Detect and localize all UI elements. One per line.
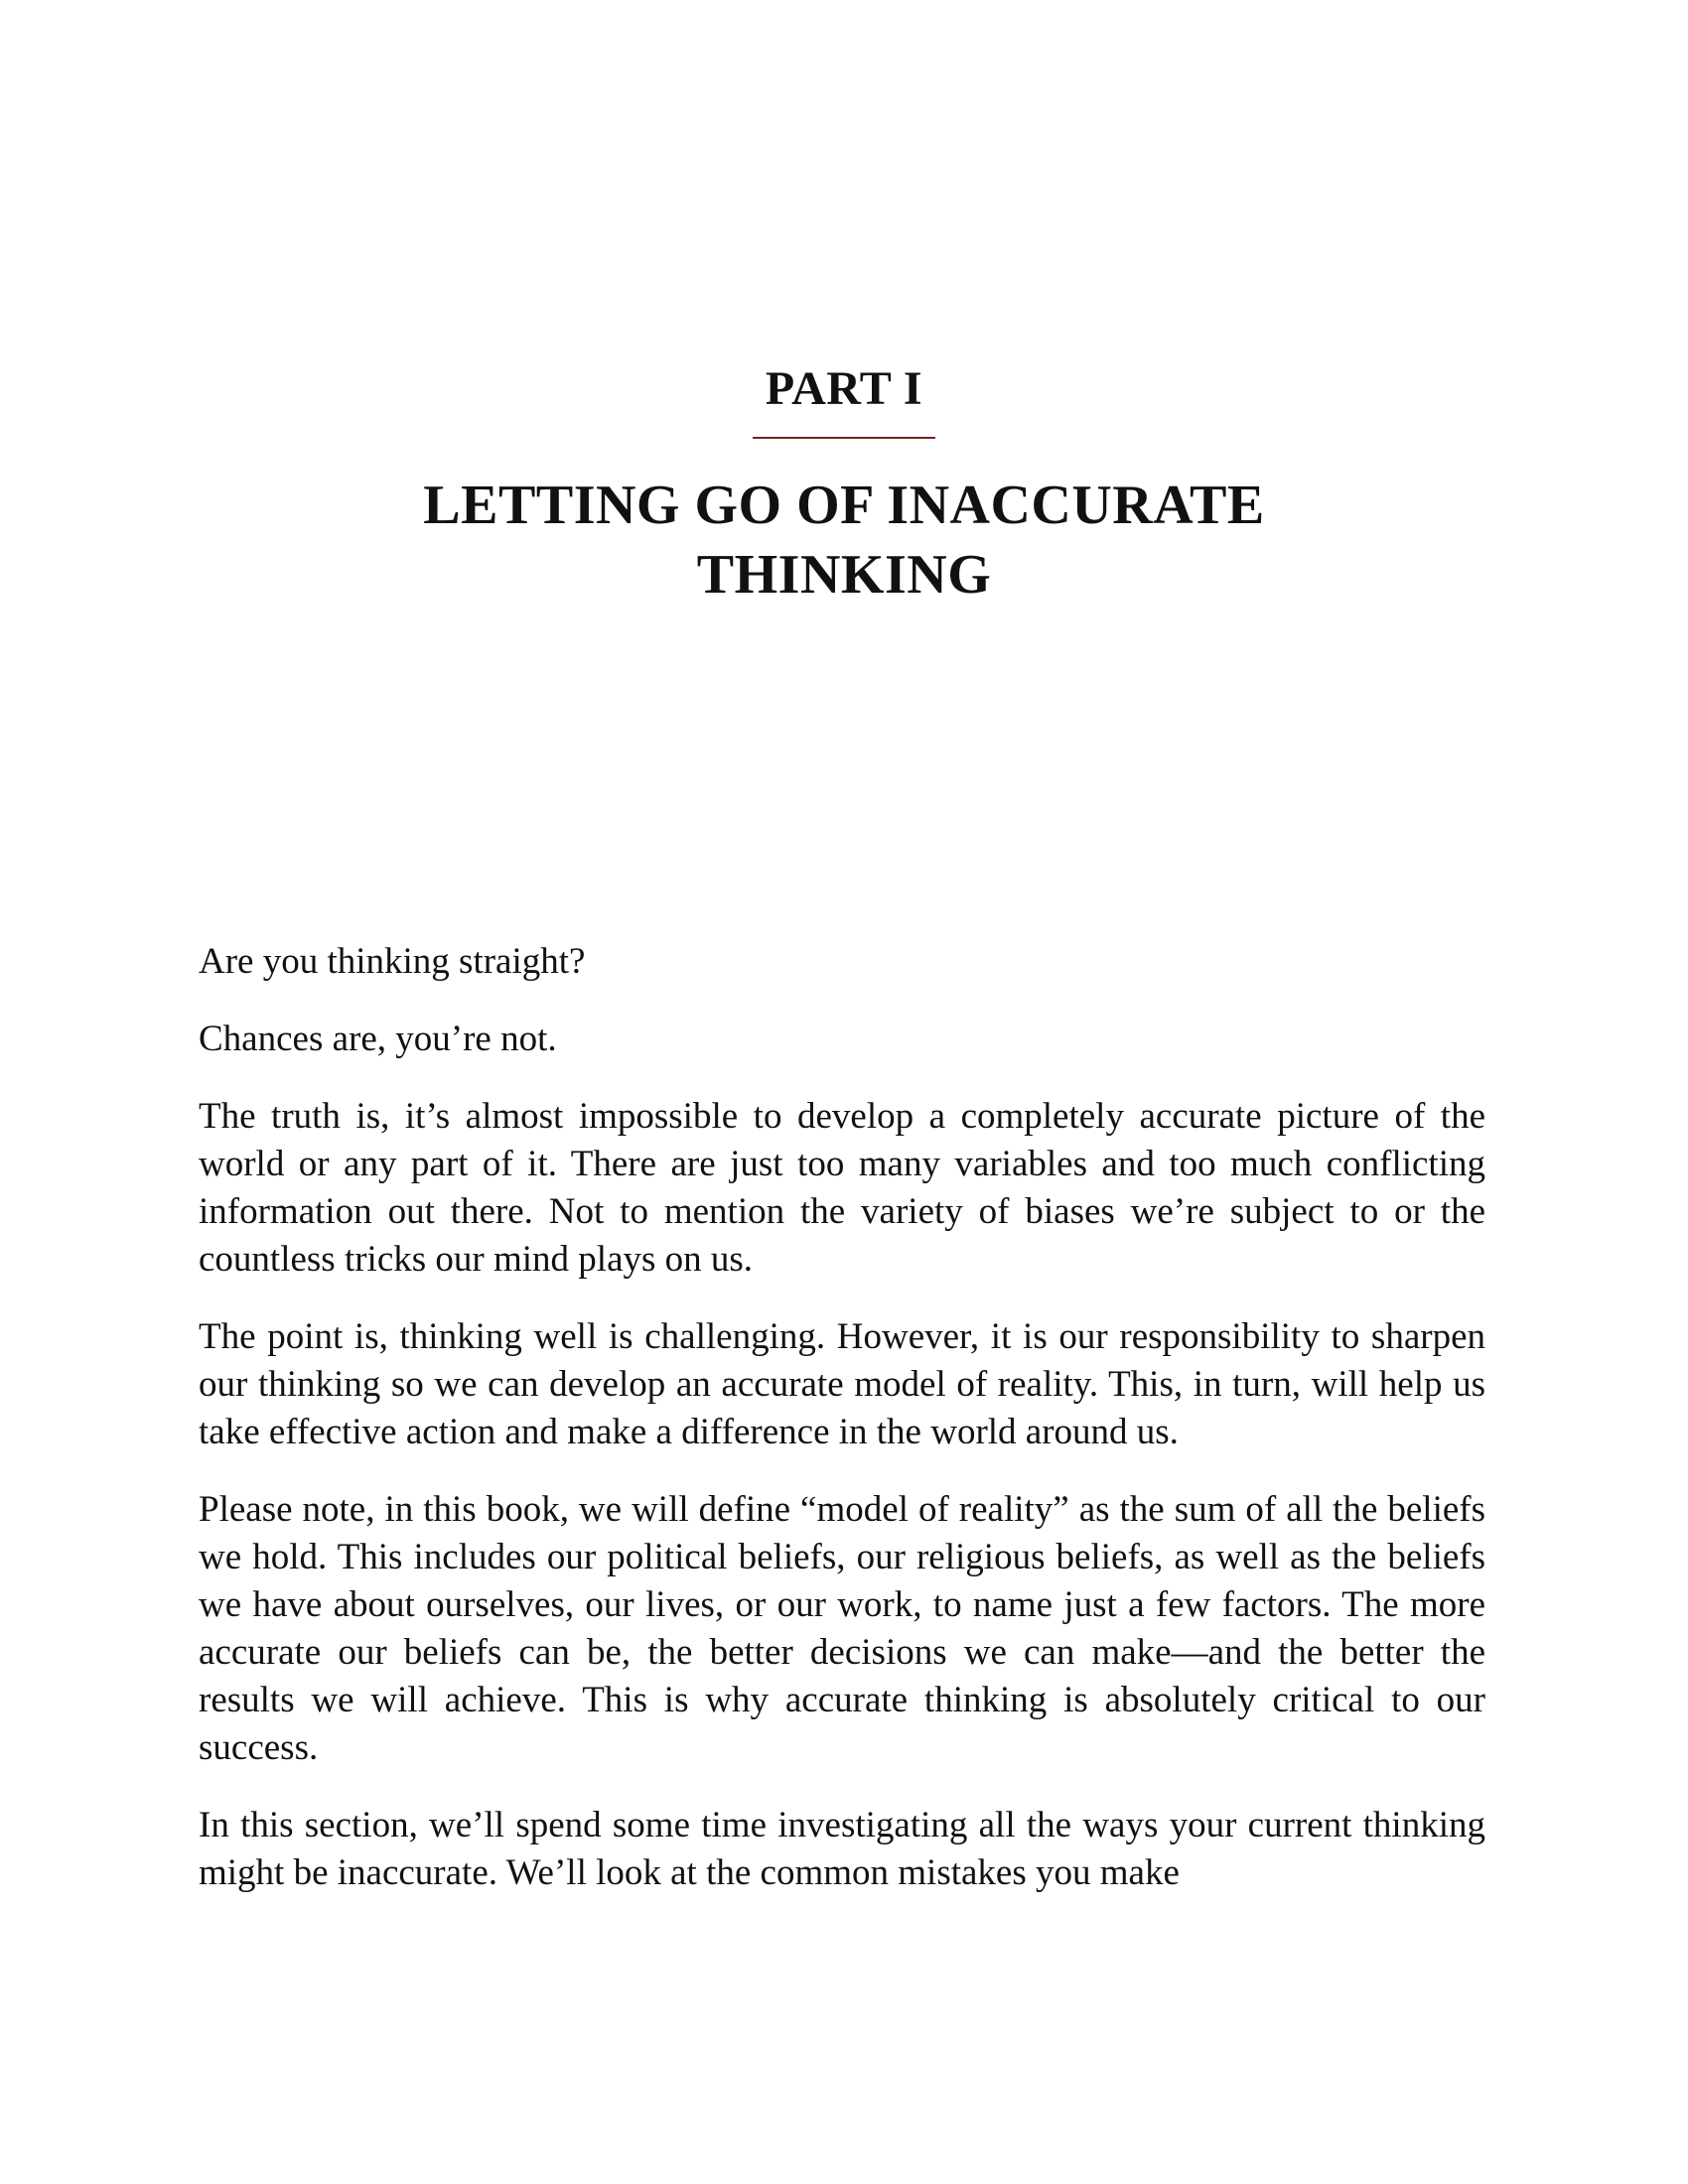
part-title: LETTING GO OF INACCURATE THINKING xyxy=(423,475,1265,606)
paragraph-6: In this section, we’ll spend some time investigating all the ways your current thinking might be inaccurate. We’ll look at the common mistakes you make xyxy=(199,1805,1485,1893)
paragraph-5: Please note, in this book, we will define “model of reality” as the sum of all the beliefs we hold. This includes our political beliefs, our religious beliefs, as well as the beliefs we have about ourselves, our lives, or our work, to name just a few factors. The more accurate our beliefs can be, the better decisions we can make—and the better the results we will achieve. This is why accurate thinking is absolutely critical to our success. xyxy=(199,1489,1485,1768)
part-label: PART I xyxy=(765,362,923,415)
paragraph-4: The point is, thinking well is challenging. However, it is our responsibility to sharpen our thinking so we can develop an accurate model of reality. This, in turn, will help us take effective action and make a difference in the world around us. xyxy=(199,1316,1485,1452)
paragraph-3: The truth is, it’s almost impossible to develop a completely accurate picture of the world or any part of it. There are just too many variables and too much conflicting information out there. Not to mention the variety of biases we’re subject to or the countless tricks our mind plays on us. xyxy=(199,1096,1485,1280)
body-text xyxy=(199,938,1485,1927)
paragraph-1: Are you thinking straight? xyxy=(199,941,586,982)
part-divider-rule xyxy=(753,437,935,439)
paragraph-2: Chances are, you’re not. xyxy=(199,1019,557,1059)
